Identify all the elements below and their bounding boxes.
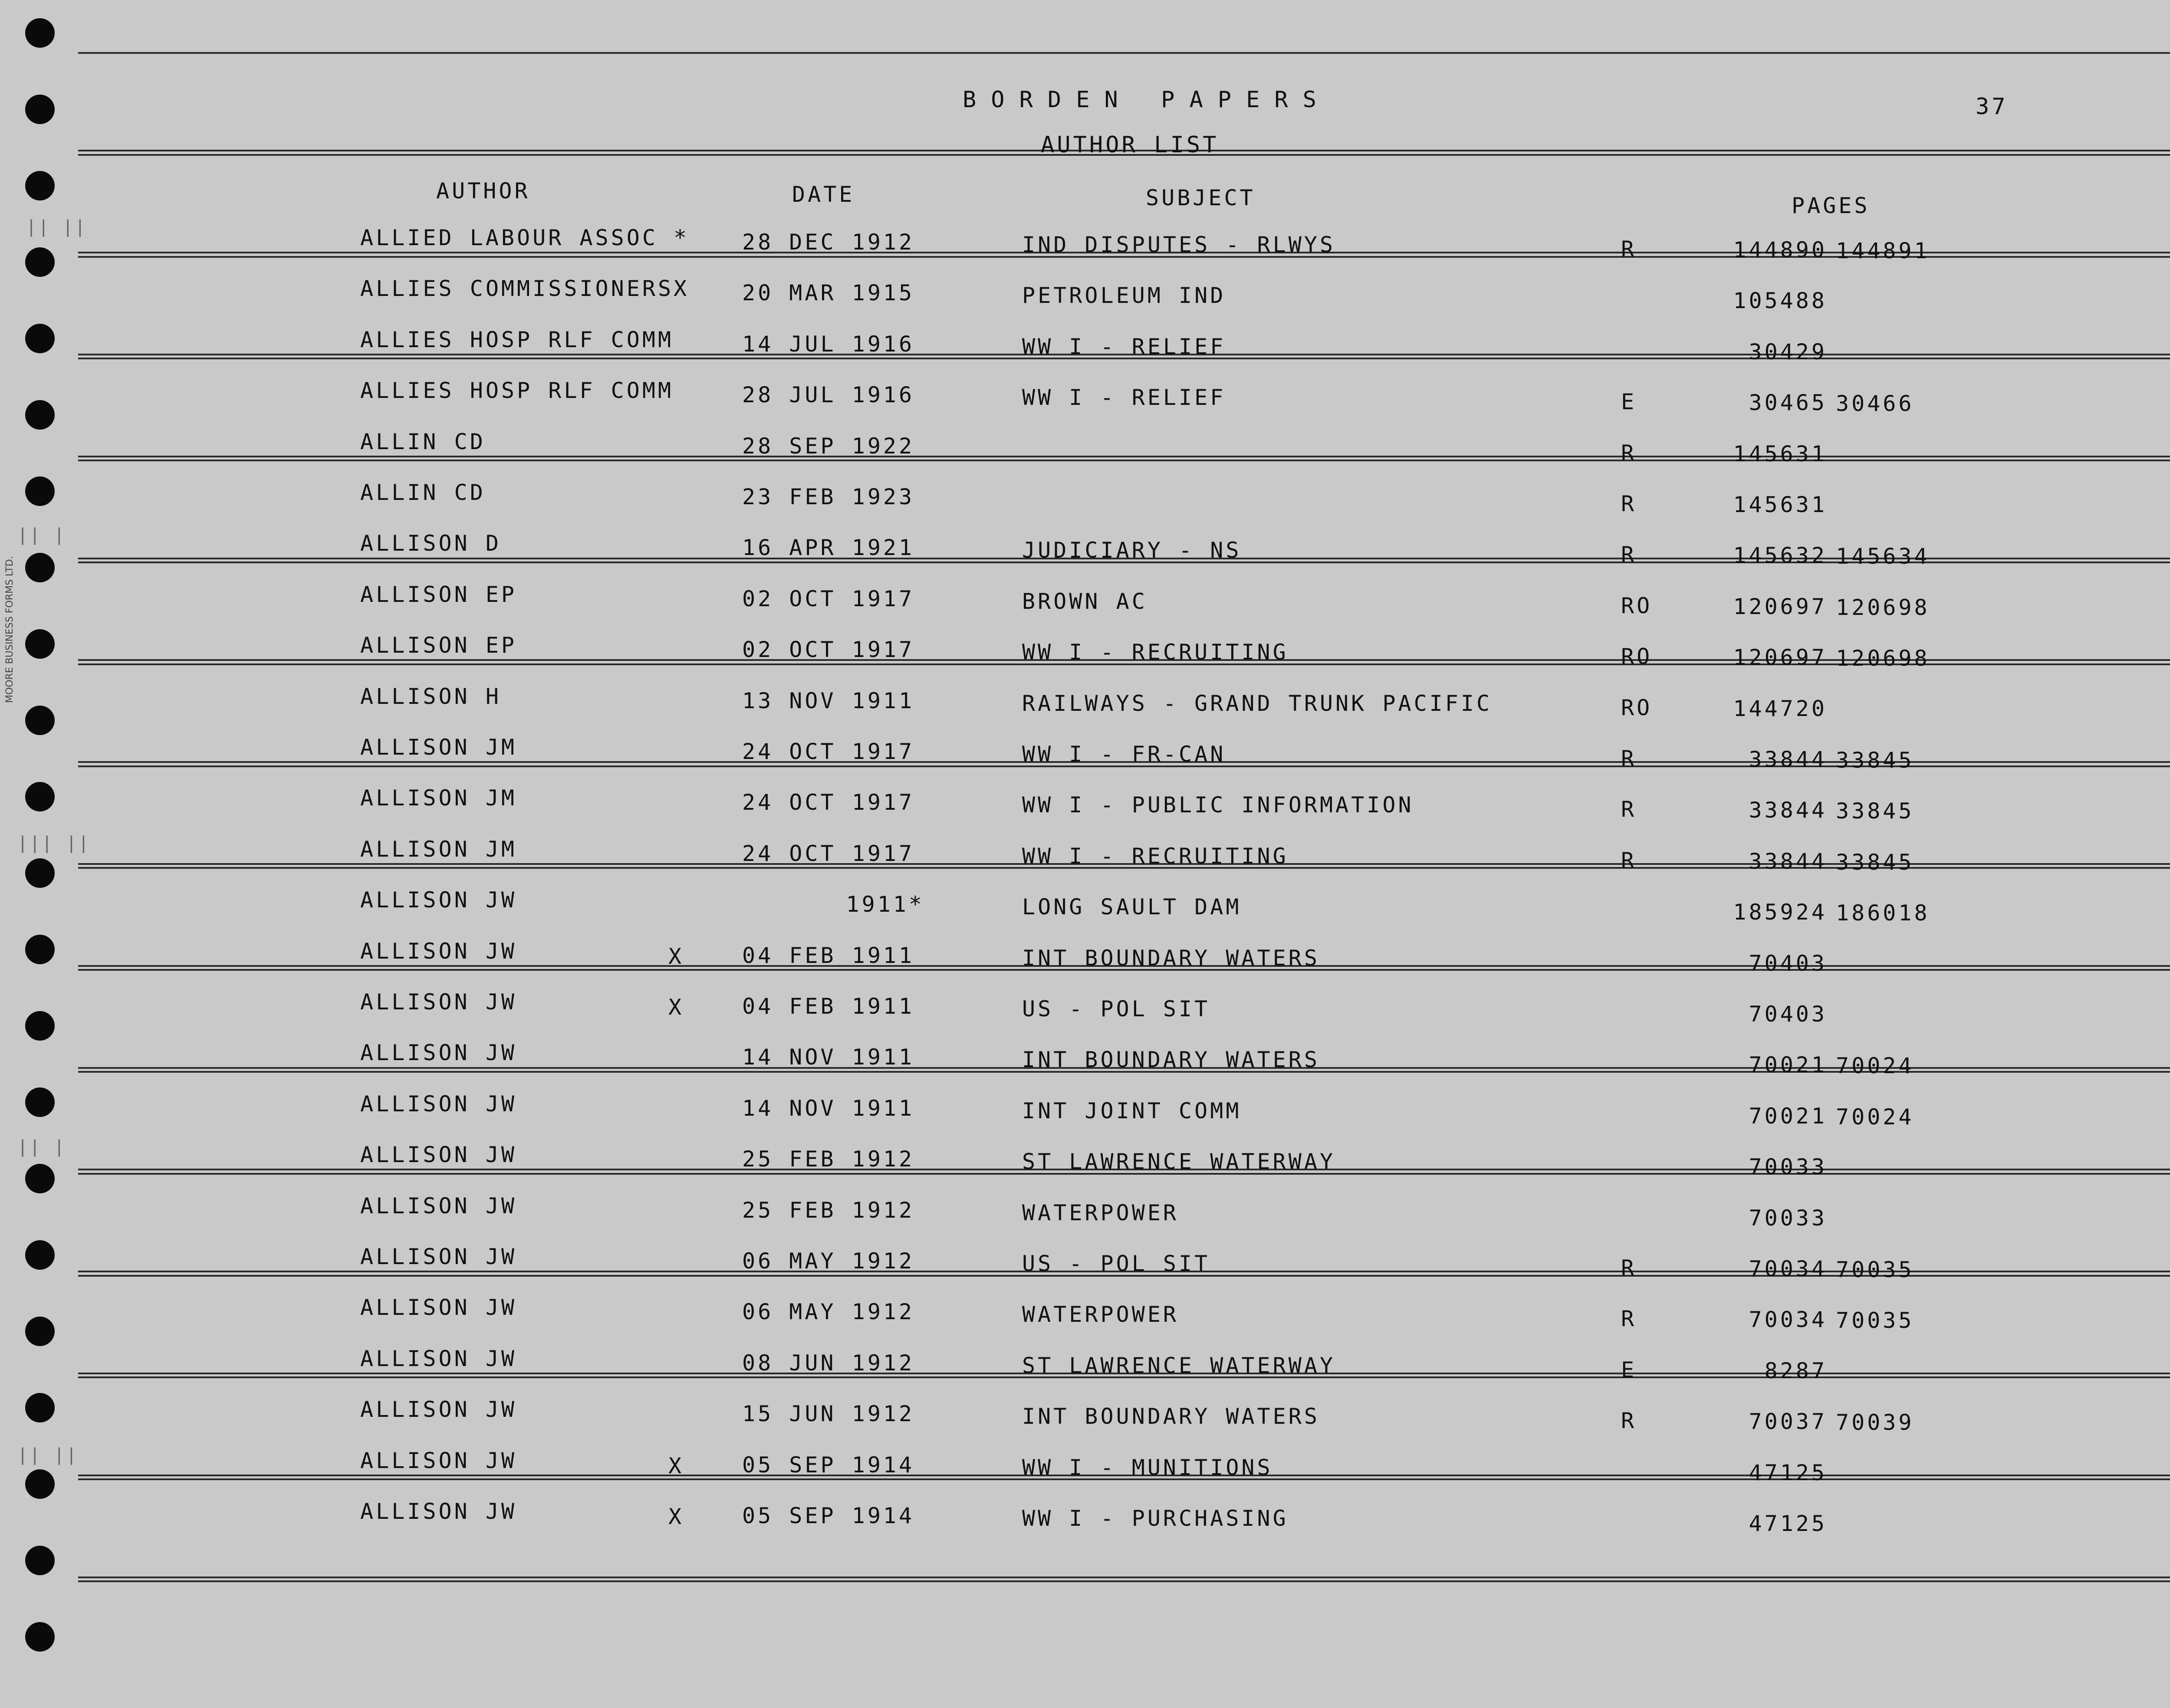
flag-cell: R xyxy=(1621,746,1637,771)
document-title: BORDEN PAPERS xyxy=(963,87,1331,113)
page-end-cell: 70035 xyxy=(1836,1257,1914,1282)
page-start-cell: 70033 xyxy=(1749,1205,1827,1231)
table-row xyxy=(0,1092,2170,1143)
author-cell: ALLISON JW xyxy=(360,887,517,913)
date-cell: 28 DEC 1912 xyxy=(742,230,915,255)
column-header-author: AUTHOR xyxy=(436,178,530,204)
date-cell: 1911* xyxy=(846,892,924,917)
table-row xyxy=(0,1143,2170,1193)
feed-hole xyxy=(25,171,55,200)
page-end-cell: 70035 xyxy=(1836,1308,1914,1333)
page-start-cell: 70021 xyxy=(1749,1104,1827,1129)
margin-ticks: || || xyxy=(17,1445,79,1465)
page-start-cell: 144720 xyxy=(1733,696,1827,721)
subject-cell: RAILWAYS - GRAND TRUNK PACIFIC xyxy=(1022,691,1493,716)
author-cell: ALLISON JM xyxy=(360,837,517,862)
flag-cell: R xyxy=(1621,1255,1637,1281)
date-cell: 15 JUN 1912 xyxy=(742,1401,915,1426)
author-cell: ALLIN CD xyxy=(360,480,486,505)
flag-cell: RO xyxy=(1621,593,1653,618)
date-cell: 05 SEP 1914 xyxy=(742,1503,915,1528)
page-end-cell: 144891 xyxy=(1836,238,1930,263)
page-start-cell: 47125 xyxy=(1749,1511,1827,1536)
column-header-subject: SUBJECT xyxy=(1146,185,1256,210)
ruled-line xyxy=(78,1580,2170,1582)
date-cell: 16 APR 1921 xyxy=(742,535,915,560)
author-cell: ALLISON JW xyxy=(360,1142,517,1167)
date-cell: 04 FEB 1911 xyxy=(742,943,915,968)
subject-cell: INT BOUNDARY WATERS xyxy=(1022,1047,1320,1072)
table-row xyxy=(0,226,2170,276)
flag-cell: R xyxy=(1621,542,1637,567)
author-cell: ALLIED LABOUR ASSOC * xyxy=(360,225,690,250)
table-row xyxy=(0,276,2170,327)
subject-cell: PETROLEUM IND xyxy=(1022,283,1226,308)
date-cell: 25 FEB 1912 xyxy=(742,1146,915,1172)
subject-cell: WW I - RELIEF xyxy=(1022,385,1226,410)
author-cell: ALLISON JM xyxy=(360,735,517,760)
subject-cell: WATERPOWER xyxy=(1022,1200,1179,1225)
table-row xyxy=(0,735,2170,786)
table-row xyxy=(0,684,2170,735)
author-cell: ALLISON JW xyxy=(360,1346,517,1371)
table-row xyxy=(0,1499,2170,1550)
page-start-cell: 33844 xyxy=(1749,849,1827,874)
subject-cell: INT BOUNDARY WATERS xyxy=(1022,1404,1320,1429)
column-header-date: DATE xyxy=(792,182,855,207)
date-cell: 06 MAY 1912 xyxy=(742,1248,915,1274)
document-subtitle: AUTHOR LIST xyxy=(1041,132,1219,158)
author-cell: ALLISON JM xyxy=(360,785,517,811)
page-end-cell: 145634 xyxy=(1836,544,1930,569)
ruled-line xyxy=(78,1577,2170,1578)
table-row xyxy=(0,582,2170,633)
page-start-cell: 8287 xyxy=(1764,1358,1827,1383)
table-row xyxy=(0,939,2170,990)
subject-cell: ST LAWRENCE WATERWAY xyxy=(1022,1149,1336,1174)
subject-cell: WW I - PUBLIC INFORMATION xyxy=(1022,792,1414,818)
flag-cell: R xyxy=(1621,440,1637,466)
feed-hole xyxy=(25,18,55,48)
date-cell: 28 JUL 1916 xyxy=(742,382,915,407)
author-cell: ALLISON JW xyxy=(360,1244,517,1269)
author-cell: ALLISON JW xyxy=(360,989,517,1015)
flag-cell: R xyxy=(1621,1306,1637,1331)
date-cell: 24 OCT 1917 xyxy=(742,841,915,866)
page-start-cell: 144890 xyxy=(1733,237,1827,263)
subject-cell: WW I - PURCHASING xyxy=(1022,1506,1289,1531)
page-start-cell: 70021 xyxy=(1749,1052,1827,1077)
subject-cell: BROWN AC xyxy=(1022,589,1147,614)
author-cell: ALLISON JW xyxy=(360,1448,517,1473)
table-row xyxy=(0,1041,2170,1091)
subject-cell: WW I - MUNITIONS xyxy=(1022,1455,1273,1480)
margin-ticks: || | xyxy=(17,525,66,545)
table-row xyxy=(0,1397,2170,1448)
feed-hole xyxy=(25,1546,55,1575)
date-cell: 23 FEB 1923 xyxy=(742,484,915,509)
table-row xyxy=(0,990,2170,1041)
author-cell: ALLISON EP xyxy=(360,633,517,658)
page-start-cell: 120697 xyxy=(1733,645,1827,670)
page-start-cell: 105488 xyxy=(1733,288,1827,313)
author-cell: ALLISON EP xyxy=(360,582,517,607)
page-start-cell: 145632 xyxy=(1733,543,1827,568)
date-cell: 25 FEB 1912 xyxy=(742,1198,915,1223)
page-end-cell: 186018 xyxy=(1836,900,1930,926)
table-row xyxy=(0,1449,2170,1499)
subject-cell: WW I - RECRUITING xyxy=(1022,640,1289,665)
page-end-cell: 120698 xyxy=(1836,595,1930,620)
subject-cell: WATERPOWER xyxy=(1022,1302,1179,1327)
page-end-cell: 33845 xyxy=(1836,798,1914,824)
author-cell: ALLISON JW xyxy=(360,1040,517,1065)
date-cell: 28 SEP 1922 xyxy=(742,434,915,459)
subject-cell: LONG SAULT DAM xyxy=(1022,894,1242,920)
page-start-cell: 145631 xyxy=(1733,441,1827,466)
date-cell: 14 NOV 1911 xyxy=(742,1045,915,1070)
page-end-cell: 30466 xyxy=(1836,391,1914,416)
date-cell: 24 OCT 1917 xyxy=(742,790,915,815)
page-start-cell: 30465 xyxy=(1749,390,1827,415)
table-row xyxy=(0,837,2170,888)
flag-cell: RO xyxy=(1621,644,1653,669)
author-cell: ALLIES COMMISSIONERSX xyxy=(360,276,690,301)
flag-cell: R xyxy=(1621,848,1637,873)
subject-cell: JUDICIARY - NS xyxy=(1022,538,1242,563)
date-cell: 08 JUN 1912 xyxy=(742,1350,915,1376)
table-row xyxy=(0,888,2170,939)
ruled-line xyxy=(78,52,2170,54)
feed-hole xyxy=(25,95,55,124)
subject-cell: US - POL SIT xyxy=(1022,996,1210,1022)
author-cell: ALLISON JW xyxy=(360,1091,517,1117)
page-end-cell: 70024 xyxy=(1836,1104,1914,1130)
margin-ticks: || | xyxy=(17,1137,66,1157)
page-start-cell: 70037 xyxy=(1749,1409,1827,1434)
x-marker-cell: X xyxy=(668,944,684,969)
flag-cell: R xyxy=(1621,1408,1637,1433)
author-cell: ALLISON JW xyxy=(360,1193,517,1219)
form-imprint: MOORE BUSINESS FORMS LTD. xyxy=(4,556,15,703)
page-start-cell: 70034 xyxy=(1749,1307,1827,1332)
page-start-cell: 47125 xyxy=(1749,1460,1827,1485)
table-row xyxy=(0,430,2170,480)
page-start-cell: 70034 xyxy=(1749,1256,1827,1281)
page-end-cell: 70024 xyxy=(1836,1053,1914,1078)
date-cell: 13 NOV 1911 xyxy=(742,688,915,713)
flag-cell: E xyxy=(1621,389,1637,414)
author-cell: ALLISON H xyxy=(360,684,501,709)
author-cell: ALLISON JW xyxy=(360,1295,517,1320)
page-start-cell: 33844 xyxy=(1749,747,1827,772)
table-row xyxy=(0,378,2170,429)
page-end-cell: 33845 xyxy=(1836,748,1914,773)
feed-hole xyxy=(25,1622,55,1652)
date-cell: 14 JUL 1916 xyxy=(742,332,915,357)
page-number: 37 xyxy=(1976,94,2008,120)
page-start-cell: 70403 xyxy=(1749,1002,1827,1027)
page-end-cell: 33845 xyxy=(1836,850,1914,875)
subject-cell: WW I - RELIEF xyxy=(1022,334,1226,359)
flag-cell: R xyxy=(1621,491,1637,516)
date-cell: 20 MAR 1915 xyxy=(742,280,915,305)
date-cell: 24 OCT 1917 xyxy=(742,739,915,764)
table-row xyxy=(0,1194,2170,1245)
date-cell: 14 NOV 1911 xyxy=(742,1096,915,1121)
page-start-cell: 70403 xyxy=(1749,951,1827,976)
table-row xyxy=(0,633,2170,684)
page-end-cell: 70039 xyxy=(1836,1410,1914,1435)
flag-cell: E xyxy=(1621,1357,1637,1383)
date-cell: 05 SEP 1914 xyxy=(742,1452,915,1478)
author-cell: ALLIES HOSP RLF COMM xyxy=(360,378,674,403)
page-start-cell: 120697 xyxy=(1733,594,1827,619)
table-row xyxy=(0,786,2170,837)
subject-cell: WW I - RECRUITING xyxy=(1022,844,1289,869)
page-start-cell: 33844 xyxy=(1749,798,1827,823)
author-cell: ALLISON D xyxy=(360,531,501,556)
date-cell: 04 FEB 1911 xyxy=(742,994,915,1019)
author-cell: ALLIES HOSP RLF COMM xyxy=(360,327,674,352)
x-marker-cell: X xyxy=(668,1504,684,1529)
page-start-cell: 145631 xyxy=(1733,492,1827,517)
date-cell: 06 MAY 1912 xyxy=(742,1299,915,1324)
table-row xyxy=(0,328,2170,378)
table-row xyxy=(0,1347,2170,1397)
author-cell: ALLISON JW xyxy=(360,1499,517,1524)
subject-cell: ST LAWRENCE WATERWAY xyxy=(1022,1353,1336,1378)
date-cell: 02 OCT 1917 xyxy=(742,586,915,611)
author-cell: ALLIN CD xyxy=(360,429,486,454)
flag-cell: R xyxy=(1621,797,1637,822)
x-marker-cell: X xyxy=(668,1453,684,1478)
x-marker-cell: X xyxy=(668,995,684,1020)
margin-ticks: || || xyxy=(26,217,87,237)
page-start-cell: 30429 xyxy=(1749,339,1827,365)
page-start-cell: 70033 xyxy=(1749,1154,1827,1179)
page-start-cell: 185924 xyxy=(1733,900,1827,925)
table-row xyxy=(0,1295,2170,1346)
subject-cell: INT JOINT COMM xyxy=(1022,1098,1242,1123)
column-header-pages: PAGES xyxy=(1792,193,1870,218)
subject-cell: WW I - FR-CAN xyxy=(1022,742,1226,767)
flag-cell: R xyxy=(1621,236,1637,262)
table-row xyxy=(0,531,2170,582)
table-row xyxy=(0,480,2170,531)
subject-cell: US - POL SIT xyxy=(1022,1251,1210,1276)
date-cell: 02 OCT 1917 xyxy=(742,637,915,662)
author-cell: ALLISON JW xyxy=(360,1397,517,1422)
subject-cell: INT BOUNDARY WATERS xyxy=(1022,946,1320,971)
page-end-cell: 120698 xyxy=(1836,646,1930,671)
table-row xyxy=(0,1245,2170,1295)
margin-ticks: ||| || xyxy=(17,833,91,853)
author-cell: ALLISON JW xyxy=(360,939,517,964)
subject-cell: IND DISPUTES - RLWYS xyxy=(1022,232,1336,257)
flag-cell: RO xyxy=(1621,695,1653,720)
